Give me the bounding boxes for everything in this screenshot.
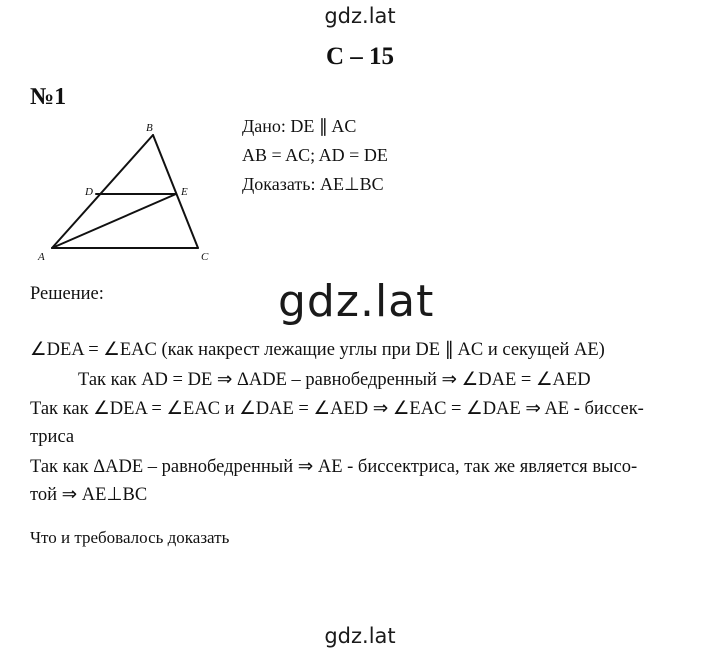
label-b: B xyxy=(146,122,153,134)
conclusion: Что и требовалось доказать xyxy=(30,528,230,547)
side-ab xyxy=(52,135,153,248)
triangle-figure xyxy=(30,115,215,260)
solution-line-3: Так как ∠DEA = ∠EAC и ∠DAE = ∠AED ⇒ ∠EAC = ∠DAE ⇒ AE - биссек- xyxy=(30,399,644,419)
solution-line-5: Так как ΔADE – равнобедренный ⇒ AE - биссектриса, так же является высо- xyxy=(30,457,638,477)
segment-ae xyxy=(52,194,176,248)
side-bc xyxy=(153,135,198,248)
given-line-1: Дано: DE ∥ AC xyxy=(242,116,357,136)
solution-line-1: ∠DEA = ∠EAC (как накрест лежащие углы при DE ∥ AC и секущей AE) xyxy=(30,340,605,360)
label-e: E xyxy=(181,186,188,198)
solution-line-2: Так как AD = DE ⇒ ΔADE – равнобедренный ⇒ ∠DAE = ∠AED xyxy=(78,370,591,390)
prove-line: Доказать: AE⊥BC xyxy=(242,174,384,194)
solution-line-6: той ⇒ AE⊥BC xyxy=(30,485,148,505)
given-line-2: AB = AC; AD = DE xyxy=(242,145,388,165)
problem-number: №1 xyxy=(30,84,67,110)
solution-header: Решение: xyxy=(30,284,104,304)
page-title: С – 15 xyxy=(325,43,395,70)
watermark-center: gdz.lat xyxy=(278,276,435,327)
label-c: C xyxy=(201,251,209,260)
label-a: A xyxy=(38,251,45,260)
label-d: D xyxy=(85,186,93,198)
solution-line-4: триса xyxy=(30,427,75,447)
watermark-top: gdz.lat xyxy=(324,4,396,28)
watermark-bottom: gdz.lat xyxy=(324,624,396,648)
